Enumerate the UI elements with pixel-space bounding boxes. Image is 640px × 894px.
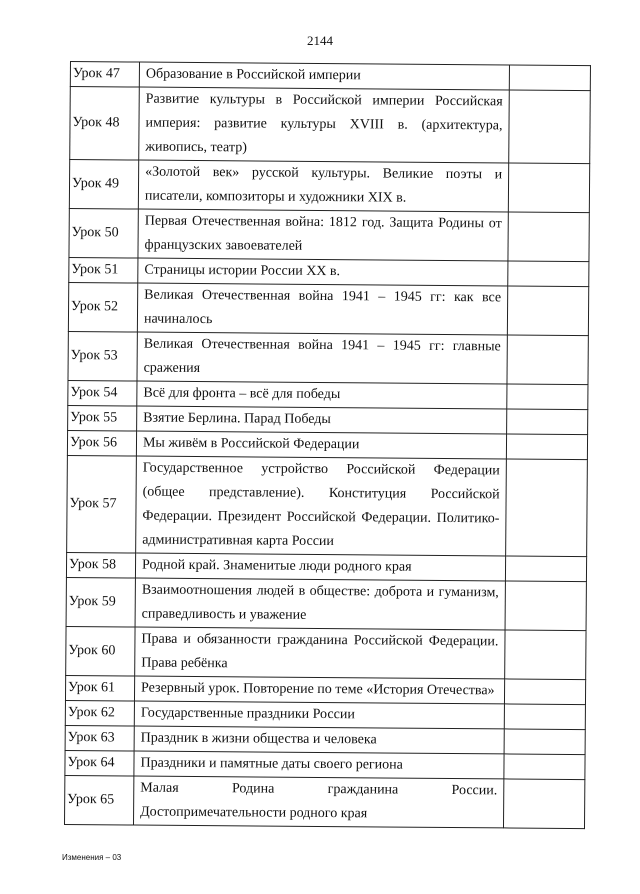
lesson-topic: Праздник в жизни общества и человека	[134, 726, 504, 754]
table-row	[70, 87, 591, 164]
lesson-topic: Развитие культуры в Российской империи Российская империя: развитие культуры XVIII в. (архитектура, живопись, театр)	[139, 87, 510, 163]
table-row	[69, 208, 589, 261]
table-row	[68, 405, 588, 434]
footer-note: Изменения – 03	[62, 853, 122, 862]
lesson-topic: Великая Отечественная война 1941 – 1945 гг: главные сражения	[137, 332, 507, 384]
lesson-topic: Родной край. Знаменитые люди родного края	[135, 553, 505, 581]
lesson-number: Урок 47	[70, 62, 139, 88]
lesson-topic: Резервный урок. Повторение по теме «История Отечества»	[134, 676, 504, 704]
lesson-number: Урок 54	[68, 380, 137, 406]
empty-cell	[507, 286, 588, 336]
table-row	[68, 331, 588, 384]
lesson-number: Урок 53	[68, 331, 137, 381]
lesson-topic: «Золотой век» русской культуры. Великие поэты и писатели, композиторы и художники XIX в.	[138, 160, 508, 212]
lesson-number: Урок 64	[65, 750, 134, 776]
lesson-topic: Страницы истории России XX в.	[138, 258, 508, 286]
empty-cell	[504, 704, 585, 730]
lesson-topic: Великая Отечественная война 1941 – 1945 гг: как все начиналось	[137, 283, 507, 335]
page-number: 2144	[307, 33, 333, 48]
lesson-number: Урок 55	[68, 405, 137, 431]
table-row	[65, 675, 585, 704]
lesson-number: Урок 62	[65, 700, 134, 726]
empty-cell	[506, 459, 588, 557]
empty-cell	[504, 729, 585, 755]
table-row	[69, 257, 589, 286]
table-row	[65, 725, 585, 754]
table-row	[69, 160, 589, 213]
empty-cell	[509, 90, 591, 164]
table-row	[66, 577, 586, 630]
lesson-topic: Государственное устройство Российской Федерации (общее представление). Конституция Российской Федерации. Президент Российской Федерации. Политико-административная карта России	[136, 456, 507, 556]
lesson-number: Урок 56	[67, 430, 136, 456]
lesson-number: Урок 57	[67, 455, 137, 553]
table-row	[67, 455, 588, 556]
lesson-topic: Всё для фронта – всё для победы	[137, 381, 507, 409]
empty-cell	[506, 434, 587, 460]
lesson-topic: Образование в Российской империи	[139, 62, 509, 90]
table-row	[70, 62, 590, 91]
empty-cell	[508, 261, 589, 287]
lesson-topic: Малая Родина гражданина России. Достопримечательности родного края	[134, 776, 504, 828]
empty-cell	[505, 581, 586, 631]
lesson-topic: Мы живём в Российской Федерации	[136, 431, 506, 459]
lesson-number: Урок 60	[66, 626, 135, 676]
empty-cell	[503, 779, 584, 829]
lesson-number: Урок 63	[65, 725, 134, 751]
empty-cell	[505, 630, 586, 680]
table-row	[65, 700, 585, 729]
lesson-number: Урок 48	[70, 87, 140, 161]
empty-cell	[507, 384, 588, 410]
table-row	[66, 626, 586, 679]
lesson-number: Урок 58	[66, 552, 135, 578]
lesson-number: Урок 52	[68, 282, 137, 332]
lesson-number: Урок 65	[65, 775, 134, 825]
empty-cell	[505, 556, 586, 582]
lesson-table	[64, 61, 591, 829]
lesson-topic: Праздники и памятные даты своего региона	[134, 751, 504, 779]
lesson-topic: Первая Отечественная война: 1812 год. Защита Родины от французских завоевателей	[138, 209, 508, 261]
table-row	[66, 552, 586, 581]
lesson-number: Урок 49	[69, 160, 138, 210]
lesson-topic: Взятие Берлина. Парад Победы	[137, 406, 507, 434]
table-row	[65, 750, 585, 779]
table-row	[67, 430, 587, 459]
empty-cell	[509, 65, 590, 91]
empty-cell	[504, 679, 585, 705]
lesson-topic: Права и обязанности гражданина Российской Федерации. Права ребёнка	[135, 627, 505, 679]
table-row	[68, 282, 588, 335]
empty-cell	[508, 212, 589, 262]
lesson-number: Урок 50	[69, 208, 138, 258]
lesson-number: Урок 59	[66, 577, 135, 627]
table-row	[65, 775, 585, 828]
empty-cell	[507, 409, 588, 435]
table-row	[68, 380, 588, 409]
empty-cell	[508, 163, 589, 213]
lesson-topic: Взаимоотношения людей в обществе: доброта и гуманизм, справедливость и уважение	[135, 578, 505, 630]
empty-cell	[504, 754, 585, 780]
lesson-topic: Государственные праздники России	[134, 701, 504, 729]
lesson-number: Урок 51	[69, 257, 138, 283]
lesson-number: Урок 61	[65, 675, 134, 701]
empty-cell	[507, 335, 588, 385]
